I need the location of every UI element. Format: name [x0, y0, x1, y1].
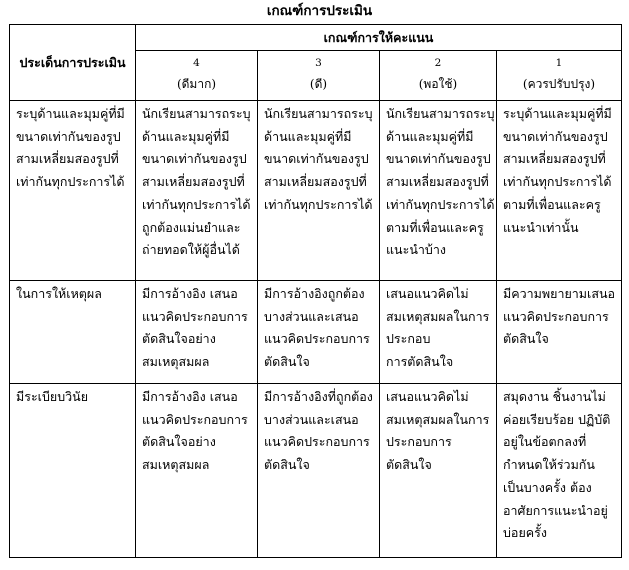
cell-line: ตัดสินใจ — [503, 331, 549, 347]
cell-line: แนะนำเท่านั้น — [503, 219, 579, 235]
cell-line: ตัดสินใจ — [264, 354, 310, 370]
header-criteria-group: เกณฑ์การให้คะแนน — [136, 25, 622, 51]
level-label: (ควรปรับปรุง) — [522, 77, 596, 91]
cell-line: มีการอ้างอิงถูกต้อง — [264, 286, 365, 301]
table-row — [10, 281, 622, 384]
cell-line: แนวคิดประกอบการ — [264, 434, 370, 450]
cell-line: แนวคิดประกอบการ — [264, 331, 370, 347]
cell-line: ตามที่เพื่อนและครู — [386, 219, 484, 235]
cell-line: มีความพยายามเสนอ — [503, 286, 615, 301]
cell-line: สามเหลี่ยมสองรูปที่ — [142, 174, 245, 190]
cell-line: ประกอบ — [386, 331, 431, 347]
criteria-cell — [380, 384, 497, 558]
cell-line: ระบุด้านและมุมคู่ที่มี — [16, 106, 125, 121]
criteria-cell — [497, 384, 622, 558]
cell-line: บางส่วนและเสนอ — [264, 308, 359, 324]
level-header — [497, 51, 622, 101]
cell-line: ด้านและมุมคู่ที่มี — [264, 128, 352, 144]
cell-line: ขนาดเท่ากันของรูป — [386, 151, 491, 167]
criteria-cell — [136, 281, 258, 384]
cell-line: ขนาดเท่ากันของรูป — [264, 151, 369, 167]
cell-line: แนะนำบ้าง — [386, 242, 446, 258]
cell-line: เท่ากันทุกประการได้ — [16, 174, 125, 190]
criteria-cell — [497, 101, 622, 281]
level-header — [136, 51, 258, 101]
cell-line: ในการให้เหตุผล — [16, 286, 102, 301]
cell-line: ด้านและมุมคู่ที่มี — [386, 128, 474, 144]
criteria-cell — [380, 101, 497, 281]
cell-line: แนวคิดประกอบการ — [142, 411, 248, 427]
cell-line: อาศัยการแนะนำอยู่ — [503, 502, 608, 518]
cell-line: ตัดสินใจ — [386, 457, 432, 473]
cell-line: ค่อยเรียบร้อย ปฏิบัติ — [503, 411, 611, 427]
cell-line: มีการอ้างอิง เสนอ — [142, 389, 238, 404]
cell-line: มีระเบียบวินัย — [16, 389, 89, 404]
level-label: (ดีมาก) — [176, 77, 217, 91]
criteria-cell — [380, 281, 497, 384]
cell-line: ตัดสินใจ — [264, 457, 310, 473]
level-header — [258, 51, 380, 101]
table-row — [10, 101, 622, 281]
cell-line: เท่ากันทุกประการได้ — [503, 174, 612, 190]
cell-line: ขนาดเท่ากันของรูป — [16, 128, 121, 144]
row-topic — [10, 384, 136, 558]
cell-line: บ่อยครั้ง — [503, 525, 547, 541]
cell-line: ตัดสินใจอย่าง — [142, 331, 216, 347]
level-score: 2 — [434, 57, 442, 69]
row-topic — [10, 101, 136, 281]
cell-line: นักเรียนสามารถระบุ — [264, 106, 373, 121]
cell-line: สามเหลี่ยมสองรูปที่ — [264, 174, 367, 190]
cell-line: บางส่วนและเสนอ — [264, 411, 359, 427]
cell-line: สามเหลี่ยมสองรูปที่ — [16, 151, 119, 167]
table-row — [10, 384, 622, 558]
cell-line: สมุดงาน ชิ้นงานไม่ — [503, 389, 606, 404]
cell-line: เท่ากันทุกประการได้ — [142, 196, 251, 212]
header-row-top — [10, 25, 622, 51]
rubric-table — [9, 24, 622, 558]
cell-line: เท่ากันทุกประการได้ — [264, 196, 373, 212]
level-score: 1 — [555, 57, 563, 69]
cell-line: ขนาดเท่ากันของรูป — [503, 128, 608, 144]
criteria-cell — [258, 384, 380, 558]
cell-line: สามเหลี่ยมสองรูปที่ — [503, 151, 606, 167]
cell-line: เสนอแนวคิดไม่ — [386, 389, 469, 404]
cell-line: ประกอบการ — [386, 434, 452, 450]
row-topic — [10, 281, 136, 384]
criteria-cell — [136, 384, 258, 558]
cell-line: สมเหตุสมผลในการ — [386, 411, 490, 427]
cell-line: อยู่ในข้อตกลงที่ — [503, 434, 587, 450]
cell-line: มีการอ้างอิง เสนอ — [142, 286, 238, 301]
cell-line: การตัดสินใจ — [386, 354, 454, 370]
cell-line: ตัดสินใจอย่าง — [142, 434, 216, 450]
cell-line: เสนอแนวคิดไม่ — [386, 286, 469, 301]
criteria-cell — [258, 281, 380, 384]
cell-line: กำหนดให้ร่วมกัน — [503, 457, 595, 473]
cell-line: ถ่ายทอดให้ผู้อื่นได้ — [142, 242, 240, 258]
cell-line: สามเหลี่ยมสองรูปที่ — [386, 174, 489, 190]
cell-line: นักเรียนสามารถระบุ — [386, 106, 495, 121]
page-title: เกณฑ์การประเมิน — [266, 3, 373, 19]
cell-line: มีการอ้างอิงที่ถูกต้อง — [264, 389, 373, 404]
cell-line: เป็นบางครั้ง ต้อง — [503, 479, 592, 495]
cell-line: แนวคิดประกอบการ — [142, 308, 248, 324]
cell-line: ระบุด้านและมุมคู่ที่มี — [503, 106, 612, 121]
cell-line: ด้านและมุมคู่ที่มี — [142, 128, 230, 144]
cell-line: สมเหตุสมผล — [142, 354, 210, 370]
criteria-cell — [258, 101, 380, 281]
criteria-cell — [497, 281, 622, 384]
cell-line: สมเหตุสมผลในการ — [386, 308, 490, 324]
cell-line: นักเรียนสามารถระบุ — [142, 106, 251, 121]
level-label: (พอใช้) — [418, 77, 458, 91]
criteria-cell — [136, 101, 258, 281]
level-header — [380, 51, 497, 101]
level-score: 4 — [193, 57, 200, 69]
header-topic: ประเด็นการประเมิน — [10, 25, 136, 101]
level-label: (ดี) — [309, 77, 328, 91]
cell-line: แนวคิดประกอบการ — [503, 308, 609, 324]
cell-line: ขนาดเท่ากันของรูป — [142, 151, 247, 167]
cell-line: สมเหตุสมผล — [142, 457, 210, 473]
cell-line: เท่ากันทุกประการได้ — [386, 196, 495, 212]
cell-line: ถูกต้องแม่นยำและ — [142, 219, 241, 235]
cell-line: ตามที่เพื่อนและครู — [503, 196, 601, 212]
level-score: 3 — [315, 57, 322, 69]
